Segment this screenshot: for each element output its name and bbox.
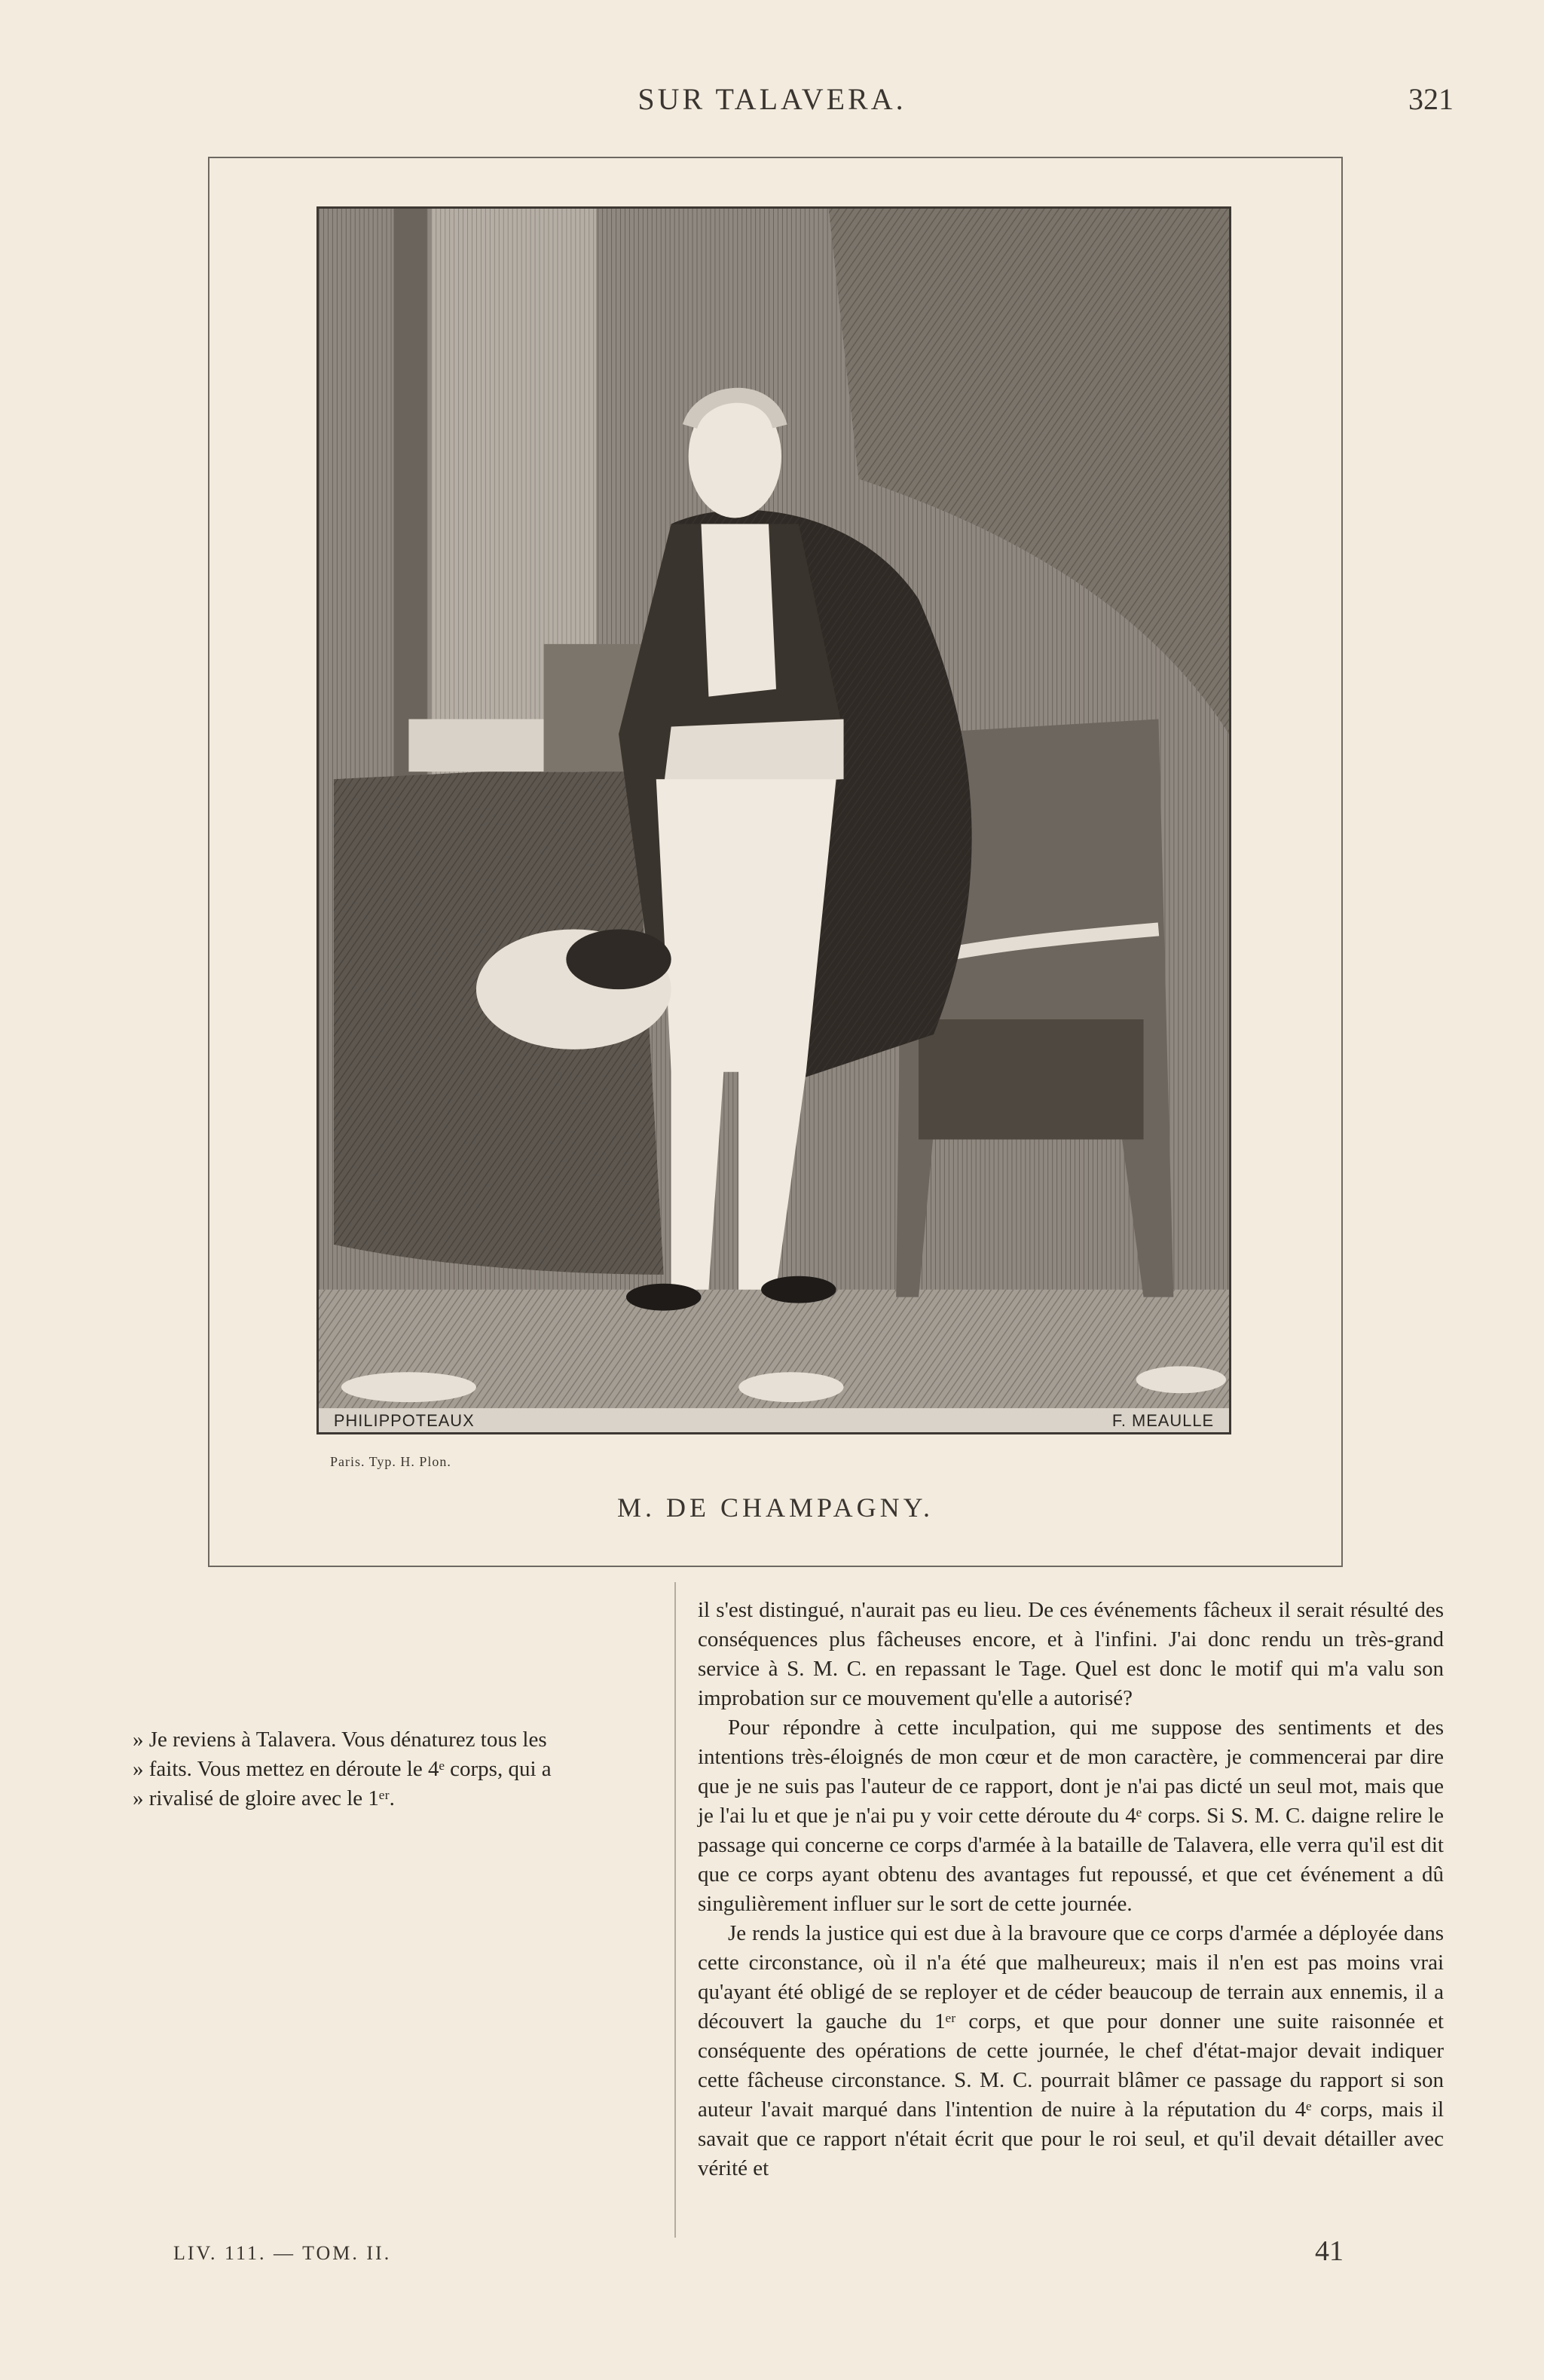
gathering-signature: LIV. 111. — TOM. II. [173, 2242, 392, 2264]
folio-number: 41 [1315, 2235, 1344, 2267]
artist-signature-left: PHILIPPOTEAUX [333, 1411, 475, 1431]
paragraph-1: il s'est distingué, n'aurait pas eu lieu. De ces événements fâcheux il serait résulté des conséquences plus fâcheuses encore, et à l'infini. J'ai donc rendu un très-grand service à S. M. C. en repassant le Tage. Quel est donc le motif qui m'a valu son improbation sur ce mouvement qu'elle a autorisé? [698, 1598, 1444, 1710]
running-title: SUR TALAVERA. [637, 82, 907, 116]
printer-credit: Paris. Typ. H. Plon. [330, 1454, 451, 1469]
left-column [133, 1725, 666, 1813]
artist-signature-right: F. MEAULLE [1111, 1411, 1215, 1431]
left-line-2: » faits. Vous mettez en déroute le 4ᵉ corps, qui a [133, 1757, 552, 1781]
paragraph-2: Pour répondre à cette inculpation, qui me suppose des sentiments et des intentions très-éloignés de mon cœur et de mon caractère, je commencerai par dire que je ne suis pas l'auteur de ce rapport, dont je n'ai pas dicté un seul mot, mais que je l'ai lu et que je n'ai pu y voir cette déroute du 4ᵉ corps. Si S. M. C. daigne relire le passage qui concerne ce corps d'armée à la bataille de Talavera, elle verra qu'il est dit que ce corps ayant obtenu des avantages fut repoussé, et que cet événement a dû singulièrement influer sur le sort de cette journée. [698, 1715, 1444, 1916]
column-divider [674, 1582, 676, 2238]
paragraph-3: Je rends la justice qui est due à la bravoure que ce corps d'armée a déployée dans cette circonstance, où il n'a été que malheureux; mais il n'en est pas moins vrai qu'ayant été obligé de se reployer et de céder beaucoup de terrain aux ennemis, il a découvert la gauche du 1ᵉʳ corps, et que pour donner une suite raisonnée et conséquente des opérations de cette journée, le chef d'état-major devait indiquer cette fâcheuse circonstance. S. M. C. pourrait blâmer ce passage du rapport si son auteur l'avait marqué dans l'intention de nuire à la réputation du 4ᵉ corps, mais il savait que ce rapport n'était écrit que pour le roi seul, et qu'il devait détailler avec vérité et [698, 1921, 1444, 2180]
left-line-3: » rivalisé de gloire avec le 1ᵉʳ. [133, 1786, 395, 1810]
engraving-portrait [316, 206, 1231, 1434]
engraving-illustration [319, 209, 1229, 1432]
page-number: 321 [1408, 82, 1454, 116]
right-column [698, 1596, 1444, 2183]
plate-frame [208, 157, 1343, 1567]
left-line-1: » Je reviens à Talavera. Vous dénaturez tous les [133, 1728, 547, 1752]
plate-caption: M. DE CHAMPAGNY. [616, 1492, 934, 1523]
